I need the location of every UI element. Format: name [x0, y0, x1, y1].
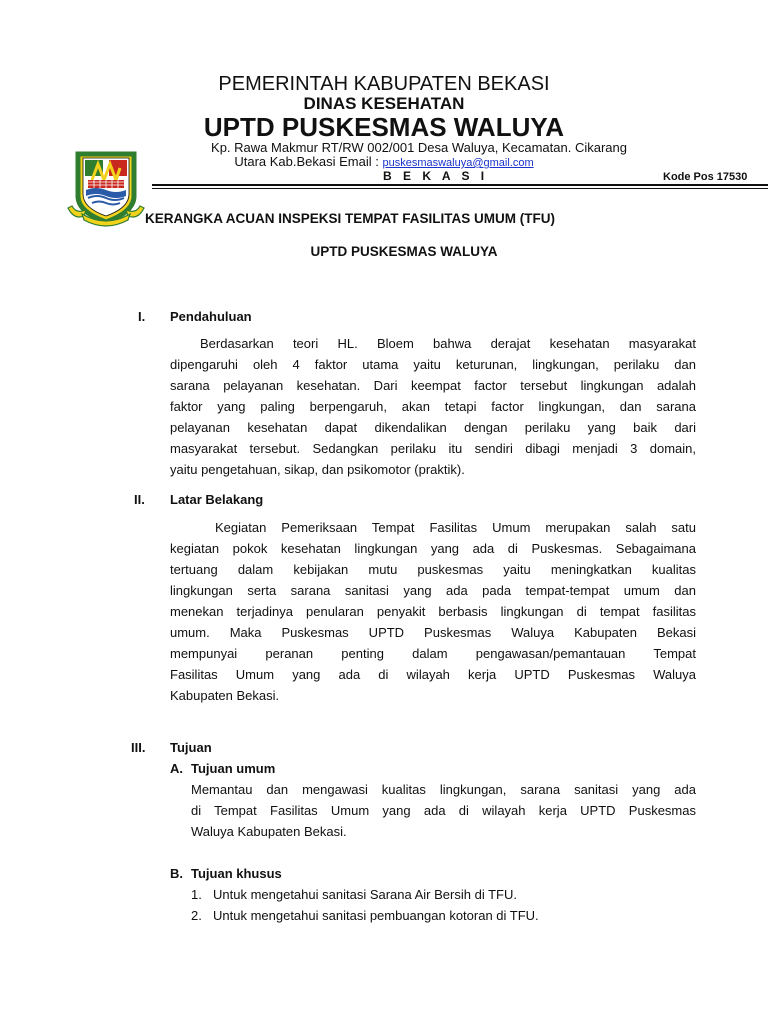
section-1-paragraph — [170, 333, 696, 480]
paragraph-line: Waluya Kabupaten Bekasi. — [191, 824, 347, 839]
paragraph-line: mempunyai peranan penting dalam pengawasan/pemantauan Tempat — [170, 646, 696, 661]
section-3-heading: Tujuan — [170, 740, 212, 755]
list-item: Untuk mengetahui sanitasi pembuangan kotoran di TFU. — [213, 908, 539, 923]
paragraph-line: sarana pelayanan kesehatan. Dari keempat factor tersebut lingkungan adalah — [170, 378, 696, 393]
section-2-number: II. — [134, 492, 145, 507]
paragraph-line: Fasilitas Umum yang ada di wilayah kerja UPTD Puskesmas Waluya — [170, 667, 696, 682]
header-city: B E K A S I — [383, 169, 489, 183]
paragraph-line: Kegiatan Pemeriksaan Tempat Fasilitas Umum merupakan salah satu — [215, 520, 696, 535]
document-subtitle: UPTD PUSKESMAS WALUYA — [310, 244, 498, 259]
paragraph-line: Kabupaten Bekasi. — [170, 688, 280, 703]
section-1-heading: Pendahuluan — [170, 309, 252, 324]
subsection-b-heading: Tujuan khusus — [191, 866, 282, 881]
section-2-paragraph — [170, 517, 696, 706]
paragraph-line: masyarakat tersebut. Sedangkan perilaku itu sendiri dibagi menjadi 3 domain, — [170, 441, 696, 456]
section-2-heading: Latar Belakang — [170, 492, 264, 507]
subsection-a-heading: Tujuan umum — [191, 761, 276, 776]
header-address-line: Kp. Rawa Makmur RT/RW 002/001 Desa Waluya, Kecamatan. Cikarang — [211, 140, 627, 155]
subsection-a-paragraph — [191, 779, 696, 842]
paragraph-line: menekan terjadinya penularan penyakit berbasis lingkungan di tempat fasilitas — [170, 604, 696, 619]
header-government-name: PEMERINTAH KABUPATEN BEKASI — [218, 73, 550, 95]
paragraph-line: di Tempat Fasilitas Umum yang ada di wilayah kerja UPTD Puskesmas — [191, 803, 696, 818]
header-department-name: DINAS KESEHATAN — [303, 94, 465, 113]
header-institution-name: UPTD PUSKESMAS WALUYA — [203, 112, 565, 142]
list-item: Untuk mengetahui sanitasi Sarana Air Bersih di TFU. — [213, 887, 517, 902]
header-divider-thin — [152, 188, 768, 189]
paragraph-line: Memantau dan mengawasi kualitas lingkungan, sarana sanitasi yang ada — [191, 782, 696, 797]
list-item-number: 2. — [191, 908, 202, 923]
paragraph-line: Berdasarkan teori HL. Bloem bahwa derajat kesehatan masyarakat — [200, 336, 696, 351]
paragraph-line: tertuang dalam kebijakan mutu puskesmas yaitu meningkatkan kualitas — [170, 562, 696, 577]
subsection-b-label: B. — [170, 866, 183, 881]
section-3-number: III. — [131, 740, 146, 755]
paragraph-line: kegiatan pokok kesehatan lingkungan yang ada di Puskesmas. Sebagaimana — [170, 541, 696, 556]
list-item-number: 1. — [191, 887, 202, 902]
paragraph-line: lingkungan serta sarana sanitasi yang ada pada tempat-tempat umum dan — [170, 583, 696, 598]
header-postal-code: Kode Pos 17530 — [663, 171, 748, 183]
paragraph-line: faktor yang paling berpengaruh, akan tetapi factor lingkungan, dan sarana — [170, 399, 696, 414]
email-link[interactable]: puskesmaswaluya@gmail.com — [382, 157, 534, 169]
subsection-a-label: A. — [170, 761, 183, 776]
paragraph-line: umum. Maka Puskesmas UPTD Puskesmas Waluya Kabupaten Bekasi — [170, 625, 696, 640]
paragraph-line: yaitu pengetahuan, sikap, dan psikomotor (praktik). — [170, 462, 465, 477]
header-divider-thick — [152, 184, 768, 186]
header-address-prefix: Utara Kab.Bekasi Email : — [234, 154, 383, 169]
section-1-number: I. — [138, 309, 146, 324]
document-title: KERANGKA ACUAN INSPEKSI TEMPAT FASILITAS UMUM (TFU) — [145, 211, 555, 226]
bekasi-regency-crest-icon — [66, 150, 146, 230]
paragraph-line: pelayanan kesehatan dapat dikendalikan dengan perilaku yang baik dari — [170, 420, 696, 435]
paragraph-line: dipengaruhi oleh 4 faktor utama yaitu keturunan, lingkungan, perilaku dan — [170, 357, 696, 372]
